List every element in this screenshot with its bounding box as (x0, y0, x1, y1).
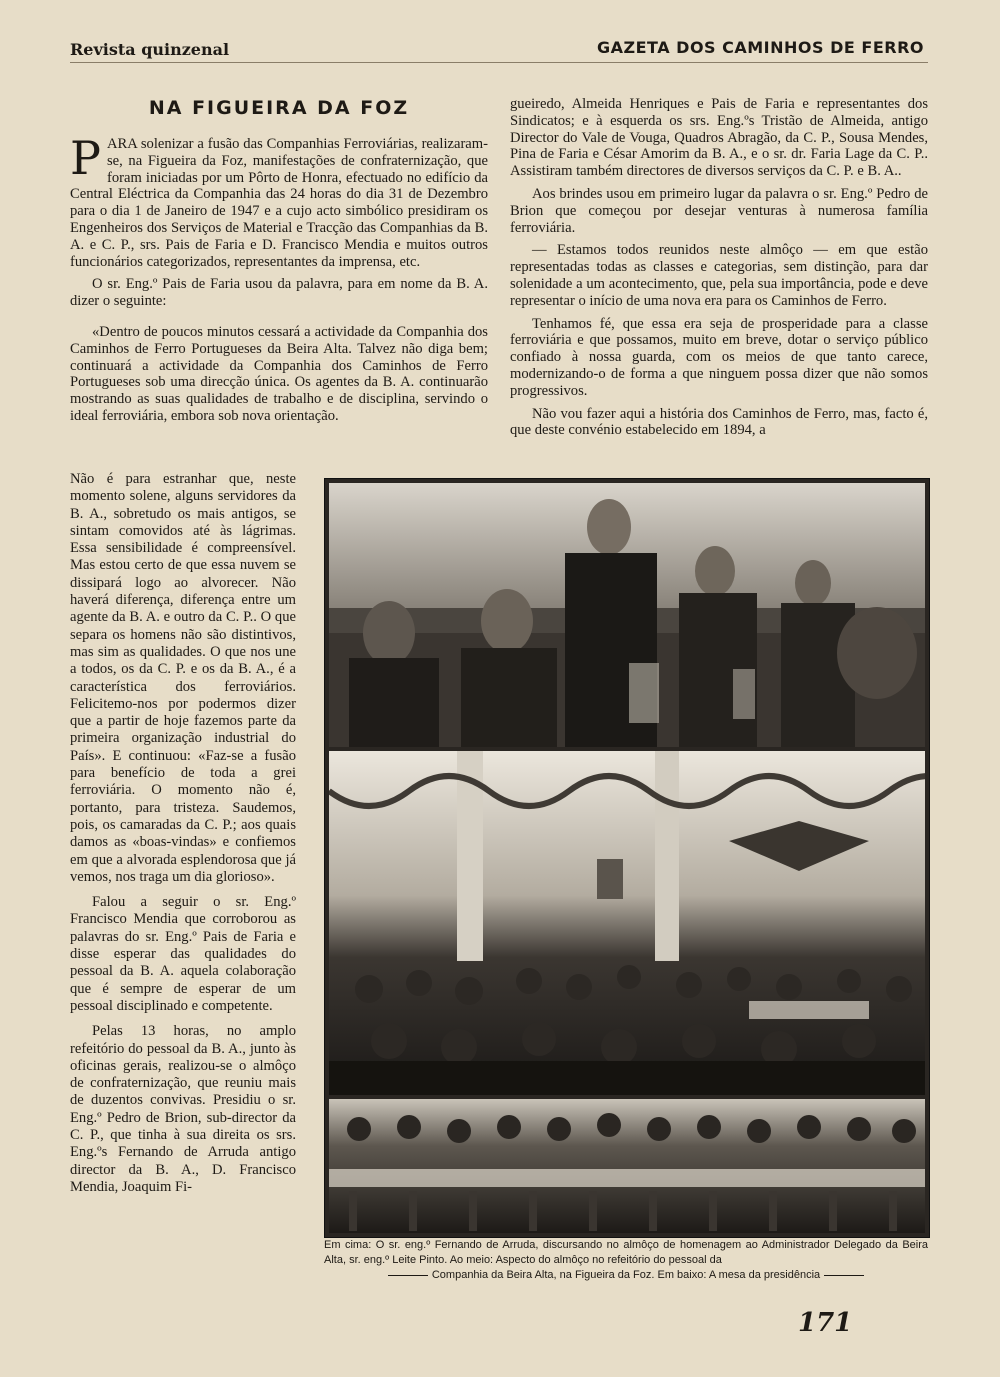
header-left: Revista quinzenal (70, 40, 230, 59)
photo-collage (324, 478, 930, 1238)
photo-dining-hall (329, 751, 925, 1095)
header-rule (70, 62, 928, 63)
paragraph: O sr. Eng.º Pais de Faria usou da palavra, para em nome da B. A. dizer o seguinte: (70, 276, 488, 310)
paragraph-opening (70, 131, 488, 270)
caption-dash-left (388, 1275, 428, 1276)
drop-cap: P (70, 131, 101, 185)
paragraph-text: ARA solenizar a fusão das Companhias Ferroviárias, realizaram-se, na Figueira da Foz, manifestações de confraternização, que foram iniciadas por um Pôrto de Honra, efectuado no edifício da Central Eléctrica da Companhia das 24 horas do dia 31 de Dezembro para o dia 1 de Janeiro de 1947 e a cujo acto simbólico presidiram os Engenheiros dos Serviços de Material e Tracção das Companhias da B. A. e C. P., srs. Pais de Faria e D. Francisco Mendia e muitos outros funcionários categorizados, representantes da imprensa, etc. (70, 136, 488, 270)
paragraph: — Estamos todos reunidos neste almôço — em que estão representadas todas as classes e categorias, sem distinção, para dar solenidade a um acontecimento, que, pela sua importância, pode e deve representar o início de uma nova era para os Caminhos de Ferro. (510, 242, 928, 309)
caption-dash-right (824, 1275, 864, 1276)
paragraph: Falou a seguir o sr. Eng.º Francisco Mendia que corroborou as palavras do sr. Eng.º Pais de Faria e disse esperar das qualidades do pessoal da B. A. aquela colaboração que é sempre de esperar de um pessoal disciplinado e competente. (70, 894, 296, 1014)
article-title: NA FIGUEIRA DA FOZ (148, 97, 410, 119)
right-column (510, 96, 928, 439)
paragraph: Não vou fazer aqui a história dos Caminhos de Ferro, mas, facto é, que deste convénio estabelecido em 1894, a (510, 405, 928, 439)
narrow-column (70, 471, 296, 1196)
paragraph: Aos brindes usou em primeiro lugar da palavra o sr. Eng.º Pedro de Brion que começou por desejar venturas à numerosa família ferroviária. (510, 185, 928, 236)
caption-line-2-wrap (324, 1268, 928, 1283)
caption-line-1: Em cima: O sr. eng.º Fernando de Arruda, discursando no almôço de homenagem ao Administrador Delegado da Beira Alta, sr. eng.º Leite Pinto. Ao meio: Aspecto do almôço no refeitório do pessoal da (324, 1239, 928, 1266)
photo-speaker (329, 483, 925, 747)
photo-caption (324, 1238, 928, 1283)
paragraph: gueiredo, Almeida Henriques e Pais de Faria e representantes dos Sindicatos; e à esquerda os srs. Eng.ºs Tristão de Almeida, antigo Director do Vale de Vouga, Quadros Abragão, da C. P., Sousa Mendes, Pina de Faria e César Amorim da B. A., e o sr. dr. Faria Lage da C. P.. Assistiram também directores de diversos serviços da C. P. e B. A.. (510, 96, 928, 180)
caption-line-2: Companhia da Beira Alta, na Figueira da Foz. Em baixo: A mesa da presidência (431, 1269, 821, 1281)
page-number: 171 (798, 1308, 853, 1338)
paragraph: Tenhamos fé, que essa era seja de prosperidade para a classe ferroviária e que possamos, muito em breve, dotar o serviço público confiado à nossa guarda, com os meios de que tanto carece, modernizando-o de forma a que ninguem possa dizer que não somos progressivos. (510, 315, 928, 399)
paragraph-quote: «Dentro de poucos minutos cessará a actividade da Companhia dos Caminhos de Ferro Portugueses da Beira Alta. Talvez não diga bem; continuará a actividade da Companhia dos Caminhos de Ferro Portugueses sob uma direcção única. Os agentes da B. A. continuarão mostrando as suas qualidades de trabalho e de disciplina, servindo o ideal ferroviária, embora sob nova orientação. (70, 323, 488, 424)
paragraph: Pelas 13 horas, no amplo refeitório do pessoal da B. A., junto às oficinas gerais, realizou-se o almôço de confraternização, que reuniu mais de duzentos convivas. Presidiu o sr. Eng.º Pedro de Brion, sub-director da C. P., que tinha à sua direita os srs. Eng.ºs Fernando de Arruda antigo director da B. A., D. Francisco Mendia, Joaquim Fi- (70, 1023, 296, 1195)
left-column (70, 131, 488, 425)
photo-head-table (329, 1099, 925, 1233)
paragraph: Não é para estranhar que, neste momento solene, alguns servidores da B. A., sobretudo os mais antigos, se sintam comovidos até às lágrimas. Essa sensibilidade é compreensível. Mas estou certo de que essa nuvem se dissipará logo ao alvorecer. Não haverá diferença, diferença entre um agente da B. A. e outro da C. P.. O que separa os homens não são distintivos, mas sim as qualidades. O que nos une a todos, os da C. P. e os da B. A., é a característica dos ferroviários. Felicitemo-nos por podermos dizer que a partir de hoje fazemos parte da primeira organização industrial do País». E continuou: «Faz-se a fusão para benefício de toda a grei ferroviária. O momento não é, portanto, para tristeza. Saudemos, pois, os camaradas da C. P.; aos quais damos as «boas-vindas» e confiemos em que a alvorada esplendorosa que já vemos, nos traga um dia glorioso». (70, 471, 296, 885)
header-right: GAZETA DOS CAMINHOS DE FERRO (596, 38, 924, 57)
